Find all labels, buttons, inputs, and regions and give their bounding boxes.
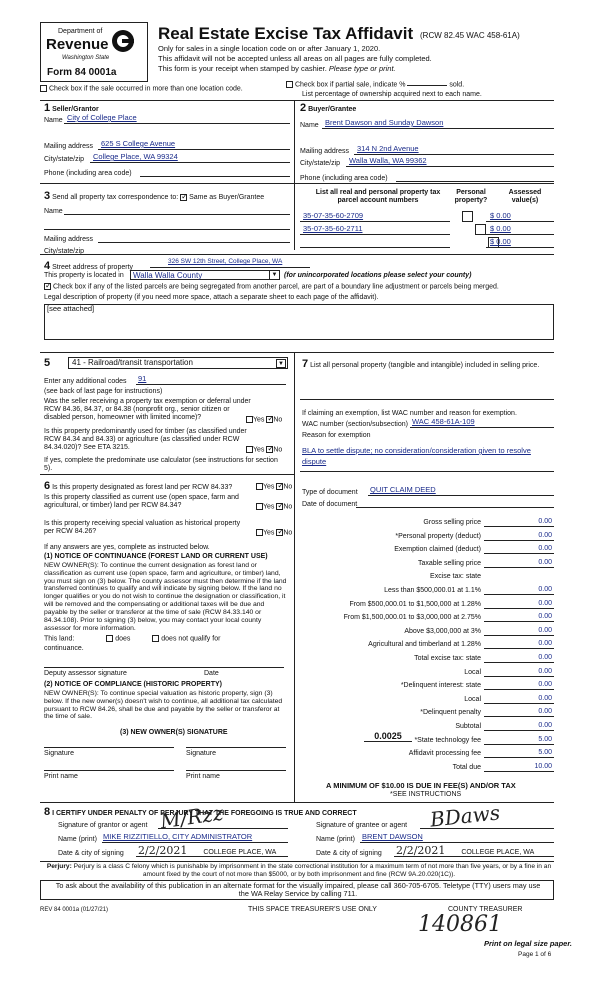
- seller-phone-label: Phone (including area code): [44, 170, 132, 177]
- grantor-name-field[interactable]: [102, 833, 288, 843]
- section3-text: Send all property tax correspondence to:: [52, 194, 179, 201]
- this-land-label: This land:: [44, 635, 75, 643]
- fee-value[interactable]: 0.00: [484, 681, 554, 690]
- additional-codes-label: Enter any additional codes: [44, 378, 127, 385]
- notice1-text: NEW OWNER(S): To continue the current designation as forest land or classification as current use (open space, farm and agriculture, or timber) land, you must sign on (3) below. The county assessor must then determine if the land transferred continues to qualify and will indicate by signing below. If the land no longer qualifies or you do not wish to continue the designation or classification, it will be removed and the compensating or additional taxes will be due and payable by the seller or transferor at the time of sale (RCW 84.33.140 or 84.34.108). Prior to signing (3) below, you may contact your local county assessor for more information.: [44, 562, 287, 632]
- does-label: does: [115, 635, 131, 643]
- seller-mail-field[interactable]: [98, 140, 290, 150]
- signature-label: Signature: [186, 750, 216, 757]
- legal-value: [see attached]: [47, 304, 95, 313]
- notice1-title: (1) NOTICE OF CONTINUANCE (FOREST LAND OR CURRENT USE): [44, 553, 268, 560]
- doc-type-value: QUIT CLAIM DEED: [370, 485, 436, 494]
- legal-size-note: Print on legal size paper.: [484, 939, 572, 948]
- divider-3: [40, 254, 554, 255]
- fee-value[interactable]: 5.00: [484, 736, 554, 745]
- reason-value[interactable]: BLA to settle dispute; no consideration/consideration given to resolve dispute: [302, 446, 531, 467]
- seller-phone-field[interactable]: [140, 167, 290, 177]
- same-as-buyer-checkbox[interactable]: [180, 194, 187, 201]
- same-as-buyer-label: Same as Buyer/Grantee: [189, 194, 265, 201]
- q5-2-yes[interactable]: [246, 446, 253, 453]
- fee-row: [314, 625, 554, 636]
- fee-label: Affidavit processing fee: [408, 750, 481, 758]
- q5-2-no[interactable]: [266, 446, 273, 453]
- assessed-value-field[interactable]: [486, 225, 554, 235]
- fee-label: Less than $500,000.01 at 1.1%: [384, 586, 481, 594]
- q6-1-no[interactable]: [276, 483, 283, 490]
- street-field[interactable]: [150, 258, 310, 268]
- fee-row: [314, 516, 554, 527]
- header-note1: Only for sales in a single location code on or after January 1, 2020.: [158, 44, 381, 53]
- fee-row: [314, 666, 554, 677]
- buyer-city: Walla Walla, WA 99362: [349, 156, 427, 165]
- grantor-city: COLLEGE PLACE, WA: [203, 849, 277, 856]
- seller-city-label: City/state/zip: [44, 156, 85, 163]
- treasurer-use: THIS SPACE TREASURER'S USE ONLY: [248, 906, 377, 913]
- fee-value[interactable]: 0.00: [484, 518, 554, 527]
- q6-3-no[interactable]: [276, 529, 283, 536]
- buyer-mail: 314 N 2nd Avenue: [357, 144, 419, 153]
- yes-label: Yes: [253, 416, 265, 424]
- no-label: No: [283, 503, 293, 511]
- yes-label: Yes: [263, 529, 275, 537]
- seller-city-field[interactable]: [90, 153, 290, 163]
- fee-value[interactable]: 0.00: [484, 545, 554, 554]
- grantee-date-field[interactable]: [394, 845, 554, 857]
- grantee-date-label: Date & city of signing: [316, 850, 382, 857]
- buyer-city-label: City/state/zip: [300, 160, 341, 167]
- local-rate-field[interactable]: [364, 731, 412, 742]
- doc-date-label: Date of document: [302, 501, 358, 508]
- wac-label: WAC number (section/subsection): [302, 421, 408, 428]
- fee-row: [314, 706, 554, 717]
- dept-state: Washington State: [62, 55, 110, 61]
- yes-label: Yes: [253, 446, 265, 454]
- no-label: No: [273, 446, 283, 454]
- personal-property-checkbox[interactable]: [475, 224, 486, 235]
- print-name-label: Print name: [44, 773, 78, 780]
- partial-sale-checkbox[interactable]: [286, 81, 293, 88]
- owner-print-1[interactable]: [44, 761, 174, 771]
- additional-codes-field[interactable]: [136, 375, 286, 385]
- multi-location-checkbox[interactable]: [40, 85, 47, 92]
- fee-row: [314, 543, 554, 554]
- street-label: Street address of property: [52, 264, 134, 271]
- fee-value[interactable]: 0.00: [484, 559, 554, 568]
- segregated-checkbox[interactable]: [44, 283, 51, 290]
- notice3-title: (3) NEW OWNER(S) SIGNATURE: [120, 729, 228, 736]
- see-instructions: *SEE INSTRUCTIONS: [390, 791, 462, 798]
- wac-value: WAC 458-61A-109: [412, 417, 475, 426]
- section6-num: 6: [44, 480, 51, 492]
- section7-text: List all personal property (tangible and intangible) included in selling price.: [310, 362, 540, 369]
- divider-2: [40, 183, 554, 184]
- q5-2: Is this property predominantly used for timber (as classified under RCW 84.34 and 84.33) or agriculture (as classified under RCW 84.34.020)? See ETA 3215.: [44, 428, 247, 452]
- yes-label: Yes: [263, 483, 275, 491]
- seller-mail-label: Mailing address: [44, 143, 94, 150]
- q5-2b: If yes, complete the predominate use calculator (see instructions for section 5).: [44, 457, 278, 473]
- rev-label: REV 84 0001a (01/27/21): [40, 907, 109, 913]
- form-number: Form 84 0001a: [47, 67, 117, 78]
- seller-mail: 625 S College Avenue: [101, 139, 176, 148]
- exempt-label: If claiming an exemption, list WAC number and reason for exemption.: [302, 410, 517, 417]
- assessed-value: $ 0.00: [490, 211, 511, 220]
- does-not-label: does not qualify for: [161, 635, 221, 643]
- assessed-value: $ 0.00: [490, 224, 511, 233]
- fee-label: *State technology fee: [414, 736, 481, 744]
- buyer-name: Brent Dawson and Sunday Dawson: [325, 118, 444, 127]
- parcel-row-1[interactable]: [300, 212, 450, 222]
- dor-logo-icon: [112, 30, 134, 52]
- see-back-label: (see back of last page for instructions): [44, 388, 163, 395]
- sold-label: sold.: [449, 81, 465, 89]
- sec3-city-label: City/state/zip: [44, 248, 85, 255]
- doc-type-field[interactable]: [368, 486, 554, 496]
- reason-underline: [300, 470, 554, 472]
- assessed-value-field[interactable]: [486, 212, 554, 222]
- use-code-value: 41 - Railroad/transit transportation: [72, 358, 193, 367]
- fee-label: *Delinquent interest: state: [400, 682, 481, 690]
- owner-sig-2[interactable]: [186, 738, 286, 748]
- parcel-num: 35-07-35-60-2711: [303, 224, 363, 233]
- sec3-mail-label: Mailing address: [44, 236, 94, 243]
- no-label: No: [273, 416, 283, 424]
- header-note2: This affidavit will not be accepted unless all areas on all pages are fully completed.: [158, 54, 432, 63]
- fee-value[interactable]: 0.00: [484, 640, 554, 649]
- parcel-num: 35-07-35-60-2709: [303, 211, 364, 220]
- grantor-date-field[interactable]: [136, 845, 288, 857]
- grantee-date: 2/2/2021: [396, 844, 446, 857]
- fee-row: [314, 530, 554, 541]
- partial-sale-label: Check box if partial sale, indicate %: [294, 81, 406, 89]
- grantee-sig-label: Signature of grantee or agent: [316, 822, 408, 829]
- col-divider-1: [294, 100, 295, 250]
- partial-pct-field[interactable]: [407, 85, 447, 86]
- if-any-label: If any answers are yes, complete as instructed below.: [44, 544, 210, 551]
- certify-text: I CERTIFY UNDER PENALTY OF PERJURY THAT THE FOREGOING IS TRUE AND CORRECT: [52, 810, 357, 817]
- assessed-col-header: Assessed value(s): [508, 189, 542, 205]
- deputy-date-label: Date: [204, 670, 219, 677]
- fee-row: [314, 747, 554, 758]
- divider-4: [40, 352, 554, 353]
- q6-1: Is this property designated as forest land per RCW 84.33?: [52, 484, 233, 491]
- local-rate: 0.0025: [374, 731, 402, 741]
- fee-label: Excise tax: state: [430, 573, 481, 581]
- grantee-name-label: Name (print): [316, 836, 355, 843]
- seller-name-label: Name: [44, 117, 63, 124]
- fee-label: From $500,000.01 to $1,500,000 at 1.28%: [349, 600, 481, 608]
- deputy-sig-line[interactable]: [44, 658, 284, 668]
- perjury-bold: Perjury:: [46, 863, 72, 870]
- assessed-value-field[interactable]: [486, 238, 554, 248]
- perjury-text: Perjury is a class C felony which is punishable by imprisonment in the state correctional institution for a maximum term of not more than five years, or by a fine in an amount fixed by the court of not more than $5000, or by both imprisonment and fine (RCW 9A.20.020(1C)).: [73, 863, 552, 878]
- no-label: No: [283, 483, 293, 491]
- fee-value[interactable]: 0.00: [484, 613, 554, 622]
- page-number: Page 1 of 6: [518, 951, 552, 958]
- fee-value[interactable]: 10.00: [484, 763, 554, 772]
- personal-property-line[interactable]: [300, 390, 554, 400]
- grantee-name-field[interactable]: [360, 833, 554, 843]
- fee-label: Exemption claimed (deduct): [394, 546, 481, 554]
- fee-label: Total excise tax: state: [414, 654, 481, 662]
- fee-row: [314, 720, 554, 731]
- q6-3: Is this property receiving special valuation as historical property per RCW 84.26?: [44, 520, 241, 536]
- grantee-signature: BDaws: [428, 800, 502, 832]
- page-title: Real Estate Excise Tax Affidavit: [158, 24, 414, 43]
- continuance-label: continuance.: [44, 645, 84, 652]
- fee-row: [314, 611, 554, 622]
- divider-5: [40, 474, 294, 475]
- street-value: 326 SW 12th Street, College Place, WA: [168, 258, 283, 265]
- doc-type-label: Type of document: [302, 489, 358, 496]
- header-note3b: Please type or print.: [328, 64, 396, 73]
- fee-row: [314, 557, 554, 568]
- dept-line1: Department of: [58, 28, 103, 35]
- grantor-name: MIKE RIZZITIELLO, CITY ADMINISTRATOR: [103, 832, 253, 841]
- parcel-row-2[interactable]: [300, 225, 450, 235]
- notice2-title: (2) NOTICE OF COMPLIANCE (HISTORIC PROPERTY): [44, 681, 222, 688]
- q6-2: Is this property classified as current use (open space, farm and agricultural, or timber) land per RCW 84.34?: [44, 494, 239, 510]
- unincorporated-note: (for unincorporated locations please select your county): [284, 272, 472, 279]
- q5-1-no[interactable]: [266, 416, 273, 423]
- section2-heading: Buyer/Grantee: [308, 106, 357, 113]
- grantee-city: COLLEGE PLACE, WA: [461, 849, 535, 856]
- doc-date-field[interactable]: [356, 498, 554, 508]
- fee-label: Taxable selling price: [417, 559, 481, 567]
- fee-label: Local: [464, 668, 481, 676]
- print-name-label: Print name: [186, 773, 220, 780]
- grantor-sig-label: Signature of grantor or agent: [58, 822, 148, 829]
- buyer-name-field[interactable]: [322, 119, 554, 129]
- parcel-row-3[interactable]: [300, 238, 450, 248]
- county-treasurer: COUNTY TREASURER: [448, 906, 523, 913]
- fee-value[interactable]: 5.00: [484, 749, 554, 758]
- title-ref: (RCW 82.45 WAC 458-61A): [420, 31, 520, 40]
- q5-1-yes[interactable]: [246, 416, 253, 423]
- fee-label: Gross selling price: [423, 518, 481, 526]
- personal-col-header: Personal property?: [454, 189, 488, 205]
- fee-row: [314, 584, 554, 595]
- header-note3: This form is your receipt when stamped by cashier.: [158, 64, 327, 73]
- additional-codes: 91: [138, 374, 147, 383]
- located-label: This property is located in: [44, 272, 124, 279]
- reason-label: Reason for exemption: [302, 432, 371, 439]
- sec3-name-field[interactable]: [64, 205, 290, 215]
- fee-value[interactable]: 0.00: [484, 668, 554, 677]
- receipt-number: 140861: [418, 912, 502, 937]
- fee-row: [314, 693, 554, 704]
- section2-num: 2: [300, 102, 307, 114]
- signature-label: Signature: [44, 750, 74, 757]
- divider-top: [40, 100, 554, 101]
- owner-sig-1[interactable]: [44, 738, 174, 748]
- section7-num: 7: [302, 358, 309, 370]
- seller-name-field[interactable]: [64, 114, 290, 124]
- buyer-phone-field[interactable]: [396, 172, 554, 182]
- list-pct-label: List percentage of ownership acquired next to each name.: [302, 91, 482, 98]
- fee-label: Above $3,000,000 at 3%: [404, 627, 481, 635]
- sec3-mail-field[interactable]: [98, 233, 290, 243]
- q6-3-yes[interactable]: [256, 529, 263, 536]
- fee-row: [314, 570, 554, 581]
- use-code-select[interactable]: [68, 357, 288, 369]
- wac-field[interactable]: [410, 418, 554, 428]
- fee-value[interactable]: 0.00: [484, 722, 554, 731]
- parcel-col-header: List all real and personal property tax parcel account numbers: [315, 189, 441, 205]
- fee-value[interactable]: 0.00: [484, 627, 554, 636]
- chevron-down-icon: ▼: [269, 271, 279, 280]
- fee-label: *Delinquent penalty: [420, 709, 481, 717]
- multi-location-label: Check box if the sale occurred in more than one location code.: [48, 85, 243, 93]
- fee-value[interactable]: 0.00: [484, 532, 554, 541]
- buyer-mail-label: Mailing address: [300, 148, 350, 155]
- fee-value[interactable]: 0.00: [484, 586, 554, 595]
- fee-row: [314, 761, 554, 772]
- grantor-signature: M/Rzz: [158, 800, 225, 834]
- section8-num: 8: [44, 806, 51, 818]
- accessibility-text: To ask about the availability of this publication in an alternate format for the visually impaired, please call 360-705-6705. Teletype (TTY) users may use the WA Relay Service by calling 711.: [55, 881, 541, 899]
- q6-1-yes[interactable]: [256, 483, 263, 490]
- col-divider-2: [294, 352, 295, 802]
- county-select[interactable]: [130, 270, 280, 280]
- fee-label: Total due: [452, 763, 481, 771]
- divider-perjury: [40, 861, 554, 862]
- fee-row: [314, 598, 554, 609]
- yes-label: Yes: [263, 503, 275, 511]
- fee-value[interactable]: 0.00: [484, 708, 554, 717]
- grantor-name-label: Name (print): [58, 836, 97, 843]
- section1-heading: Seller/Grantor: [52, 106, 99, 113]
- no-label: No: [283, 529, 293, 537]
- section5-num: 5: [44, 357, 51, 369]
- sec3-extra-line[interactable]: [44, 220, 290, 230]
- section3-num: 3: [44, 190, 51, 202]
- land-does-checkbox[interactable]: [106, 635, 113, 642]
- buyer-name-label: Name: [300, 122, 319, 129]
- grantee-name: BRENT DAWSON: [362, 832, 423, 841]
- fee-row: [314, 652, 554, 663]
- q5-1: Was the seller receiving a property tax exemption or deferral under RCW 84.36, 84.37, or 84.38 (nonprofit org., senior citizen or disabled person, homeowner with limited income)?: [44, 398, 251, 422]
- fee-row: [314, 679, 554, 690]
- fee-row: [314, 734, 554, 745]
- buyer-mail-field[interactable]: [354, 145, 554, 155]
- land-does-not-checkbox[interactable]: [152, 635, 159, 642]
- sec3-name-label: Name: [44, 208, 63, 215]
- personal-property-checkbox[interactable]: [462, 211, 473, 222]
- q6-2-no[interactable]: [276, 503, 283, 510]
- fee-label: Local: [464, 695, 481, 703]
- dept-revenue: Revenue: [46, 36, 109, 53]
- seller-name: City of College Place: [67, 113, 137, 122]
- segregated-label: Check box if any of the listed parcels are being segregated from another parcel, are part of a boundary line adjustment or parcels being merged.: [52, 283, 499, 291]
- grantor-date: 2/2/2021: [138, 844, 188, 857]
- seller-city: College Place, WA 99324: [93, 152, 178, 161]
- owner-print-2[interactable]: [186, 761, 286, 771]
- fee-value[interactable]: 0.00: [484, 695, 554, 704]
- legal-description-field[interactable]: [44, 304, 554, 340]
- fee-label: Agricultural and timberland at 1.28%: [368, 641, 481, 649]
- county-value: Walla Walla County: [133, 271, 203, 280]
- legal-label: Legal description of property (if you need more space, attach a separate sheet to each page of the affidavit).: [44, 294, 379, 301]
- fee-label: *Personal property (deduct): [395, 532, 481, 540]
- section4-num: 4: [44, 260, 51, 272]
- buyer-city-field[interactable]: [346, 157, 554, 167]
- fee-value[interactable]: 0.00: [484, 600, 554, 609]
- buyer-phone-label: Phone (including area code): [300, 175, 388, 182]
- fee-label: Subtotal: [455, 722, 481, 730]
- chevron-down-icon: ▼: [276, 359, 286, 368]
- assessed-value: $ 0.00: [490, 237, 511, 246]
- minimum-note: A MINIMUM OF $10.00 IS DUE IN FEE(S) AND/OR TAX: [326, 781, 516, 790]
- grantor-date-label: Date & city of signing: [58, 850, 124, 857]
- section1-num: 1: [44, 102, 51, 114]
- deputy-sig-label: Deputy assessor signature: [44, 670, 127, 677]
- q6-2-yes[interactable]: [256, 503, 263, 510]
- fee-row: [314, 638, 554, 649]
- notice2-text: NEW OWNER(S): To continue special valuation as historic property, sign (3) below. If the new owner(s) doesn't wish to continue, all additional tax calculated pursuant to RCW 84.26, shall be due and payable by the seller or transferor at the time of sale.: [44, 690, 283, 721]
- fee-label: From $1,500,000.01 to $3,000,000 at 2.75%: [343, 614, 481, 622]
- fee-value[interactable]: 0.00: [484, 654, 554, 663]
